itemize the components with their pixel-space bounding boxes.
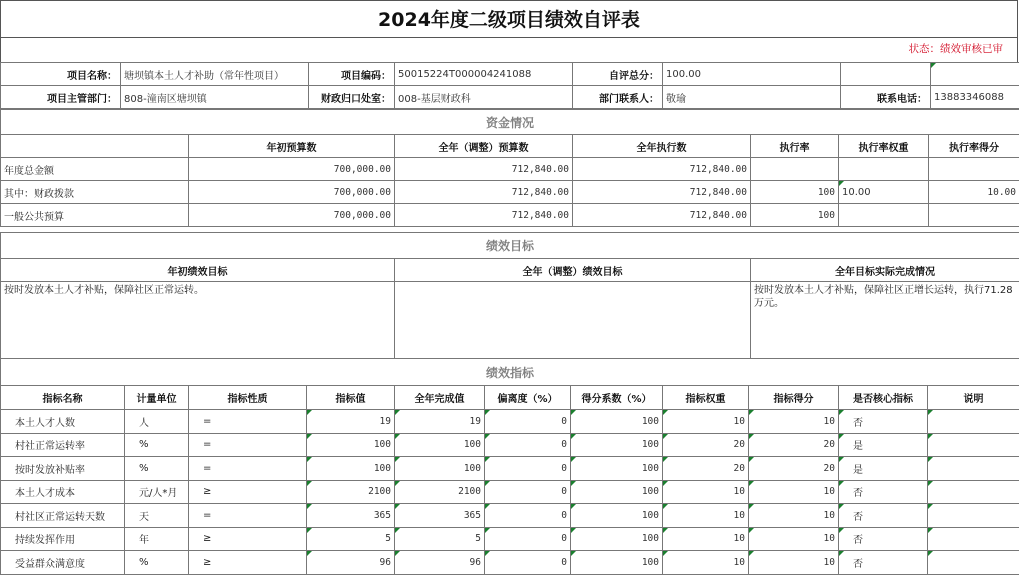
indicator-score: 20: [749, 457, 839, 481]
table-row: [1, 181, 1019, 204]
col-header: 指标权重: [663, 386, 749, 410]
indicator-score: 10: [749, 480, 839, 504]
col-header: 得分系数（%）: [571, 386, 663, 410]
table-row: [1, 158, 1019, 181]
score-coefficient: 100: [571, 410, 663, 434]
indicator-weight: 10: [663, 410, 749, 434]
actual-value: 19: [395, 410, 485, 434]
indicator-name: 受益群众满意度: [1, 551, 125, 575]
target-value: 100: [307, 433, 395, 457]
nature: =: [189, 457, 307, 481]
deviation: 0: [485, 551, 571, 575]
page-title: 2024年度二级项目绩效自评表: [0, 0, 1018, 38]
score-coefficient: 100: [571, 504, 663, 528]
initial-goal: 按时发放本土人才补贴，保障社区正常运转。: [1, 282, 395, 359]
score-coefficient: 100: [571, 433, 663, 457]
execution-rate: 100: [751, 204, 839, 227]
col-header: 执行率权重: [839, 135, 929, 158]
col-header: 全年目标实际完成情况: [751, 259, 1019, 282]
col-header: 说明: [928, 386, 1019, 410]
contact-label: 部门联系人：: [573, 86, 663, 109]
project-name-value: 塘坝镇本土人才补助（常年性项目）: [121, 63, 309, 86]
initial-budget: 700,000.00: [189, 158, 395, 181]
empty-cell: [1, 135, 189, 158]
indicator-name: 村社正常运转率: [1, 433, 125, 457]
finance-label: 财政归口处室：: [309, 86, 395, 109]
self-score-value: 100.00: [663, 63, 841, 86]
project-name-label: 项目名称：: [1, 63, 121, 86]
unit: %: [125, 457, 189, 481]
is-core: 是: [839, 457, 928, 481]
score-coefficient: 100: [571, 527, 663, 551]
dept-label: 项目主管部门：: [1, 86, 121, 109]
indicators-body: [1, 410, 1019, 575]
actual-value: 96: [395, 551, 485, 575]
score-coefficient: 100: [571, 551, 663, 575]
indicator-name: 村社区正常运转天数: [1, 504, 125, 528]
indicator-name: 按时发放补贴率: [1, 457, 125, 481]
actual-value: 100: [395, 457, 485, 481]
table-row: [1, 527, 1019, 551]
row-name: 其中：财政拨款: [1, 181, 189, 204]
unit: 元/人*月: [125, 480, 189, 504]
unit: 天: [125, 504, 189, 528]
col-header: 指标名称: [1, 386, 125, 410]
unit: 人: [125, 410, 189, 434]
adjusted-budget: 712,840.00: [395, 158, 573, 181]
target-value: 96: [307, 551, 395, 575]
rate-score: [929, 158, 1019, 181]
executed-amount: 712,840.00: [573, 204, 751, 227]
is-core: 否: [839, 480, 928, 504]
col-header: 全年完成值: [395, 386, 485, 410]
adjusted-goal: [395, 282, 751, 359]
indicator-score: 10: [749, 504, 839, 528]
table-row: [1, 410, 1019, 434]
goals-table: [0, 232, 1019, 359]
rate-score: [929, 204, 1019, 227]
indicator-name: 本土人才成本: [1, 480, 125, 504]
deviation: 0: [485, 410, 571, 434]
col-header: 指标得分: [749, 386, 839, 410]
adjusted-budget: 712,840.00: [395, 181, 573, 204]
dept-value: 808-潼南区塘坝镇: [121, 86, 309, 109]
indicator-score: 10: [749, 527, 839, 551]
empty-cell: [841, 63, 931, 86]
goals-section-title: 绩效目标: [1, 233, 1019, 259]
row-name: 一般公共预算: [1, 204, 189, 227]
actual-value: 100: [395, 433, 485, 457]
self-score-label: 自评总分：: [573, 63, 663, 86]
note: [928, 457, 1019, 481]
note: [928, 410, 1019, 434]
actual-value: 365: [395, 504, 485, 528]
funds-table: [0, 109, 1019, 227]
indicator-score: 20: [749, 433, 839, 457]
is-core: 否: [839, 504, 928, 528]
indicators-section-title: 绩效指标: [1, 359, 1019, 386]
table-row: [1, 433, 1019, 457]
table-row: [1, 204, 1019, 227]
col-header: 执行率: [751, 135, 839, 158]
phone-value: 13883346088: [931, 86, 1019, 109]
col-header: 年初绩效目标: [1, 259, 395, 282]
target-value: 365: [307, 504, 395, 528]
executed-amount: 712,840.00: [573, 158, 751, 181]
target-value: 5: [307, 527, 395, 551]
indicator-name: 本土人才人数: [1, 410, 125, 434]
actual-completion: 按时发放本土人才补贴，保障社区正增长运转，执行71.28万元。: [751, 282, 1019, 359]
phone-label: 联系电话：: [841, 86, 931, 109]
nature: ≥: [189, 480, 307, 504]
is-core: 否: [839, 410, 928, 434]
deviation: 0: [485, 433, 571, 457]
rate-weight: [839, 158, 929, 181]
nature: =: [189, 410, 307, 434]
unit: %: [125, 551, 189, 575]
project-code-label: 项目编码：: [309, 63, 395, 86]
nature: =: [189, 504, 307, 528]
indicator-weight: 10: [663, 527, 749, 551]
score-coefficient: 100: [571, 457, 663, 481]
empty-cell: [931, 63, 1019, 86]
indicator-score: 10: [749, 410, 839, 434]
col-header: 执行率得分: [929, 135, 1019, 158]
rate-score: 10.00: [929, 181, 1019, 204]
col-header: 指标性质: [189, 386, 307, 410]
col-header: 偏离度（%）: [485, 386, 571, 410]
row-name: 年度总金额: [1, 158, 189, 181]
table-row: [1, 504, 1019, 528]
deviation: 0: [485, 527, 571, 551]
target-value: 19: [307, 410, 395, 434]
target-value: 100: [307, 457, 395, 481]
table-row: [1, 457, 1019, 481]
nature: ≥: [189, 551, 307, 575]
col-header: 是否核心指标: [839, 386, 928, 410]
adjusted-budget: 712,840.00: [395, 204, 573, 227]
execution-rate: [751, 158, 839, 181]
col-header: 全年（调整）预算数: [395, 135, 573, 158]
note: [928, 433, 1019, 457]
executed-amount: 712,840.00: [573, 181, 751, 204]
info-table: [0, 62, 1019, 109]
actual-value: 5: [395, 527, 485, 551]
is-core: 是: [839, 433, 928, 457]
status-value: 绩效审核已审: [940, 43, 1003, 55]
note: [928, 504, 1019, 528]
deviation: 0: [485, 504, 571, 528]
score-coefficient: 100: [571, 480, 663, 504]
indicator-score: 10: [749, 551, 839, 575]
nature: ≥: [189, 527, 307, 551]
indicator-name: 持续发挥作用: [1, 527, 125, 551]
initial-budget: 700,000.00: [189, 181, 395, 204]
rate-weight: [839, 204, 929, 227]
actual-value: 2100: [395, 480, 485, 504]
indicators-table: [0, 358, 1019, 575]
target-value: 2100: [307, 480, 395, 504]
note: [928, 527, 1019, 551]
note: [928, 551, 1019, 575]
indicator-weight: 20: [663, 433, 749, 457]
indicator-weight: 20: [663, 457, 749, 481]
status-label: 状态：: [908, 43, 940, 55]
indicator-weight: 10: [663, 480, 749, 504]
table-row: [1, 551, 1019, 575]
unit: 年: [125, 527, 189, 551]
unit: %: [125, 433, 189, 457]
is-core: 否: [839, 527, 928, 551]
nature: =: [189, 433, 307, 457]
rate-weight: 10.00: [839, 181, 929, 204]
indicator-weight: 10: [663, 551, 749, 575]
project-code-value: 50015224T000004241088: [395, 63, 573, 86]
indicator-weight: 10: [663, 504, 749, 528]
col-header: 计量单位: [125, 386, 189, 410]
note: [928, 480, 1019, 504]
contact-value: 敬瑜: [663, 86, 841, 109]
col-header: 全年（调整）绩效目标: [395, 259, 751, 282]
execution-rate: 100: [751, 181, 839, 204]
is-core: 否: [839, 551, 928, 575]
col-header: 指标值: [307, 386, 395, 410]
table-row: [1, 480, 1019, 504]
deviation: 0: [485, 480, 571, 504]
deviation: 0: [485, 457, 571, 481]
initial-budget: 700,000.00: [189, 204, 395, 227]
col-header: 全年执行数: [573, 135, 751, 158]
col-header: 年初预算数: [189, 135, 395, 158]
finance-value: 008-基层财政科: [395, 86, 573, 109]
funds-section-title: 资金情况: [1, 110, 1019, 135]
status-bar: [0, 38, 1018, 62]
